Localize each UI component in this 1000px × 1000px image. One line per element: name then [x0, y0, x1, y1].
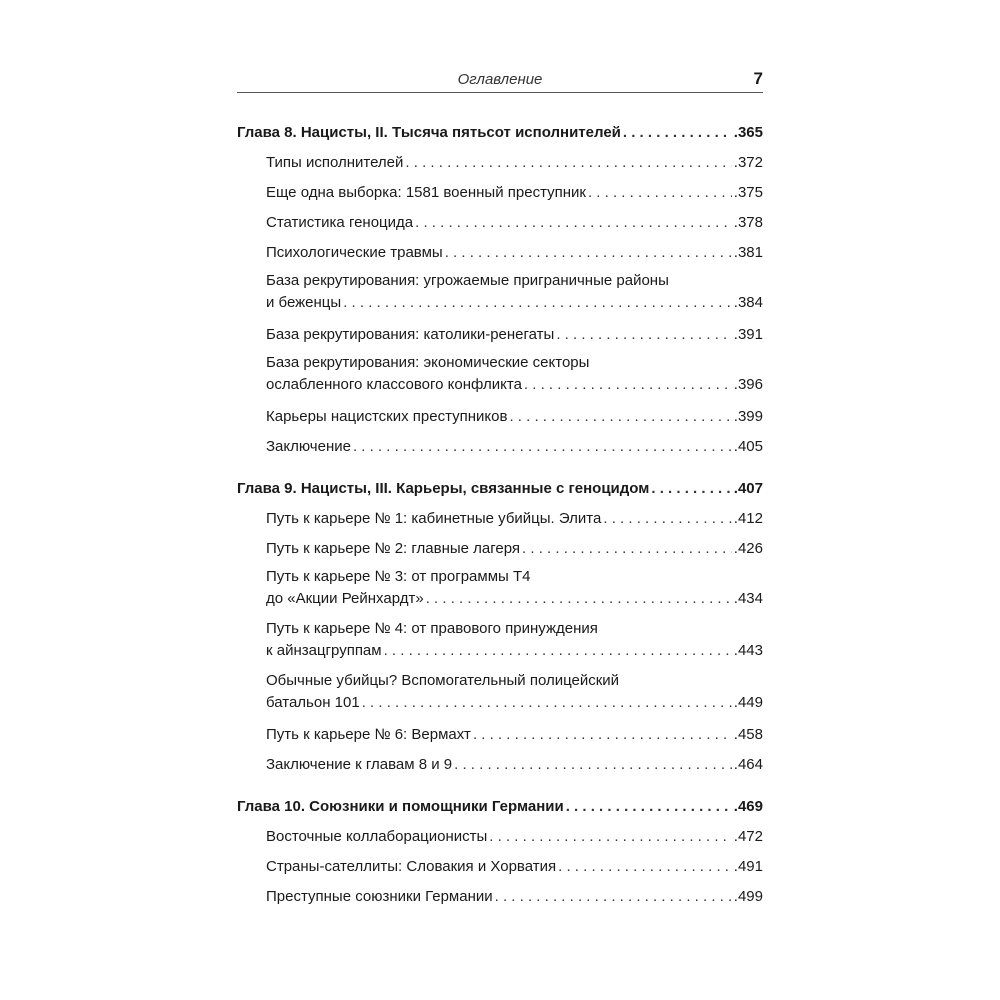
toc-entry	[266, 402, 763, 432]
entry-page: .449	[733, 694, 763, 711]
running-head	[237, 68, 763, 93]
toc-entry	[266, 668, 763, 720]
entry-page: .434	[733, 590, 763, 607]
chapter-page: .365	[733, 124, 763, 141]
chapter-9-heading	[237, 474, 763, 504]
running-title: Оглавление	[457, 71, 543, 88]
entry-page: .375	[733, 184, 763, 201]
entry-title: База рекрутирования: католики-ренегаты	[266, 326, 555, 343]
entry-page: .384	[733, 294, 763, 311]
toc-entry	[266, 320, 763, 350]
toc-entry	[266, 720, 763, 750]
chapter-title: Глава 10. Союзники и помощники Германии	[237, 798, 564, 815]
dot-leader	[509, 402, 731, 432]
toc-entry	[266, 238, 763, 268]
dot-leader	[623, 118, 732, 148]
entry-page: .491	[733, 858, 763, 875]
toc-entry	[266, 178, 763, 208]
entry-title-line-1: База рекрутирования: угрожаемые приграничные районы	[266, 272, 669, 289]
dot-leader	[343, 292, 732, 314]
entry-title-line-2: до «Акции Рейнхардт»	[266, 590, 424, 607]
dot-leader	[566, 792, 732, 822]
entry-page: .405	[733, 438, 763, 455]
entry-page: .464	[733, 756, 763, 773]
entry-title-line-1: Обычные убийцы? Вспомогательный полицейский	[266, 672, 620, 689]
dot-leader	[522, 534, 732, 564]
entry-title: Заключение	[266, 438, 351, 455]
entry-page: .391	[733, 326, 763, 343]
entry-page: .396	[733, 376, 763, 393]
entry-title-line-2: батальон 101	[266, 694, 360, 711]
toc-entry	[266, 148, 763, 178]
entry-title: Типы исполнителей	[266, 154, 404, 171]
toc-entry	[266, 504, 763, 534]
dot-leader	[384, 640, 732, 662]
toc-entry	[266, 208, 763, 238]
dot-leader	[445, 238, 732, 268]
entry-page: .499	[733, 888, 763, 905]
toc-entry	[266, 432, 763, 462]
chapter-page: .407	[733, 480, 763, 497]
dot-leader	[588, 178, 732, 208]
dot-leader	[651, 474, 731, 504]
toc-entry	[266, 268, 763, 320]
dot-leader	[426, 588, 732, 610]
entry-page: .378	[733, 214, 763, 231]
entry-page: .426	[733, 540, 763, 557]
entry-title: Психологические травмы	[266, 244, 443, 261]
chapter-title: Глава 9. Нацисты, III. Карьеры, связанные с геноцидом	[237, 480, 650, 497]
chapter-title: Глава 8. Нацисты, II. Тысяча пятьсот исполнителей	[237, 124, 621, 141]
dot-leader	[489, 822, 732, 852]
entry-page: .443	[733, 642, 763, 659]
toc-entry	[266, 750, 763, 780]
toc-page	[237, 68, 763, 912]
dot-leader	[454, 750, 732, 780]
dot-leader	[556, 320, 731, 350]
dot-leader	[495, 882, 732, 912]
entry-page: .399	[733, 408, 763, 425]
entry-title-line-2: ослабленного классового конфликта	[266, 376, 522, 393]
entry-page: .381	[733, 244, 763, 261]
entry-title-line-1: База рекрутирования: экономические секторы	[266, 354, 590, 371]
entry-title-line-1: Путь к карьере № 3: от программы Т4	[266, 568, 531, 585]
dot-leader	[524, 374, 732, 396]
dot-leader	[558, 852, 732, 882]
entry-page: .372	[733, 154, 763, 171]
entry-page: .472	[733, 828, 763, 845]
entry-page: .412	[733, 510, 763, 527]
entry-title: Заключение к главам 8 и 9	[266, 756, 453, 773]
dot-leader	[362, 692, 732, 714]
dot-leader	[473, 720, 732, 750]
chapter-page: .469	[733, 798, 763, 815]
entry-title: Путь к карьере № 2: главные лагеря	[266, 540, 521, 557]
entry-title: Преступные союзники Германии	[266, 888, 493, 905]
entry-title: Путь к карьере № 1: кабинетные убийцы. Элита	[266, 510, 602, 527]
entry-title: Карьеры нацистских преступников	[266, 408, 508, 425]
dot-leader	[603, 504, 731, 534]
toc-entry	[266, 564, 763, 616]
dot-leader	[405, 148, 731, 178]
entry-title-line-2: к айнзацгруппам	[266, 642, 382, 659]
page-number: 7	[753, 69, 763, 88]
toc-entry	[266, 350, 763, 402]
chapter-10-heading	[237, 792, 763, 822]
toc-entry	[266, 822, 763, 852]
entry-page: .458	[733, 726, 763, 743]
toc-entry	[266, 882, 763, 912]
entry-title: Страны-сателлиты: Словакия и Хорватия	[266, 858, 557, 875]
entry-title: Еще одна выборка: 1581 военный преступник	[266, 184, 586, 201]
entry-title: Статистика геноцида	[266, 214, 414, 231]
entry-title-line-2: и беженцы	[266, 294, 342, 311]
entry-title: Восточные коллаборационисты	[266, 828, 488, 845]
dot-leader	[353, 432, 732, 462]
toc-entry	[266, 534, 763, 564]
entry-title-line-1: Путь к карьере № 4: от правового принуждения	[266, 620, 598, 637]
chapter-8-heading	[237, 118, 763, 148]
entry-title: Путь к карьере № 6: Вермахт	[266, 726, 471, 743]
dot-leader	[415, 208, 732, 238]
toc-entry	[266, 852, 763, 882]
toc-entry	[266, 616, 763, 668]
